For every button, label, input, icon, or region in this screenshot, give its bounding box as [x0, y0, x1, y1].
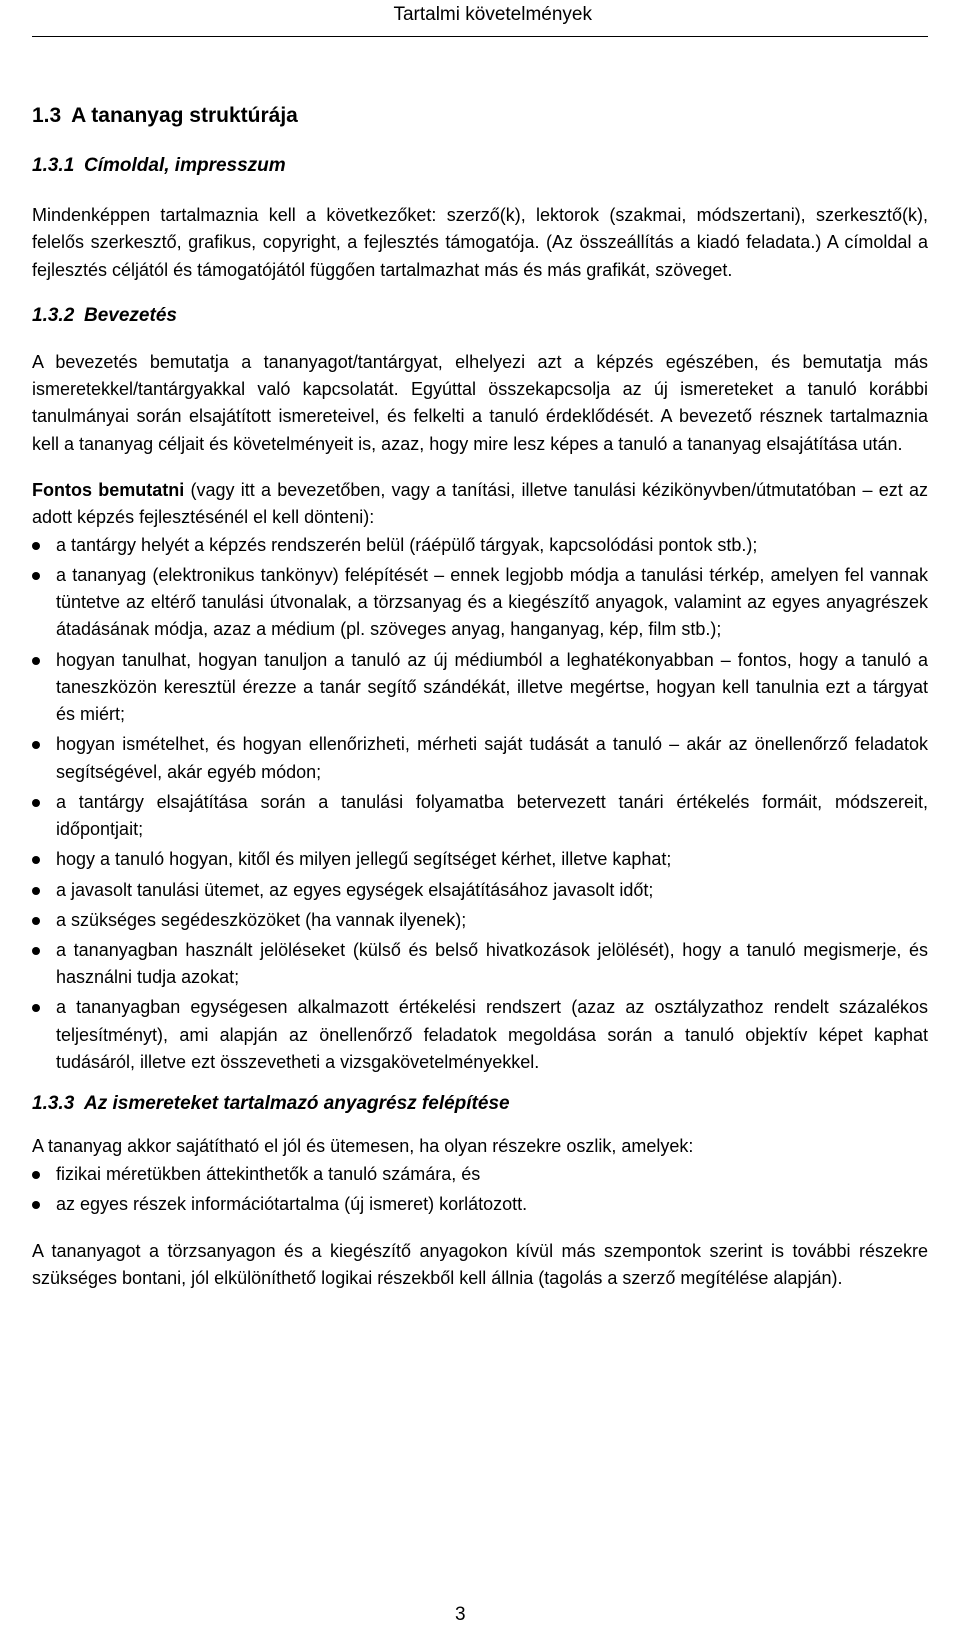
- bevezetes-paragraph: A bevezetés bemutatja a tananyagot/tantárgyat, elhelyezi azt a képzés egészében, és bemutatja más ismeretekkel/tantárgyakkal való kapcsolatát. Egyúttal összekapcsolja az új ismereteket a tanuló korábbi tanulmányai során elsajátított ismereteivel, és felkelti a tanuló érdeklődését. A bevezető résznek tartalmaznia kell a tananyag céljait és követelményeit is, azaz, hogy mire lesz képes a tanuló a tananyag elsajátítása után.: [32, 351, 928, 454]
- list-item: [32, 532, 928, 559]
- list-item-text: a tantárgy helyét a képzés rendszerén belül (ráépülő tárgyak, kapcsolódási pontok stb.);: [56, 534, 758, 555]
- section-number: 1.3.3: [32, 1093, 75, 1115]
- section-number: 1.3: [32, 104, 62, 127]
- section-heading-1-3-3: [32, 1090, 928, 1118]
- anyagresz-bullet-list: [32, 1161, 928, 1218]
- section-heading-1-3-2: [32, 302, 928, 330]
- list-item: [32, 562, 928, 644]
- section-title: A tananyag struktúrája: [71, 104, 298, 127]
- running-header: Tartalmi követelmények: [393, 4, 592, 25]
- list-item-text: hogyan ismételhet, és hogyan ellenőrizheti, mérheti saját tudását a tanuló – akár az önellenőrző feladatok segítségével, akár egyéb módon;: [56, 734, 928, 782]
- list-item-text: a tantárgy elsajátítása során a tanulási folyamatba betervezett tanári értékelés formáit, módszereit, időpontjait;: [56, 791, 928, 840]
- section-title: Az ismereteket tartalmazó anyagrész felépítése: [84, 1093, 510, 1115]
- page-number: 3: [455, 1604, 466, 1625]
- section-heading-1-3-1: [32, 152, 928, 180]
- list-item-text: a szükséges segédeszközöket (ha vannak ilyenek);: [56, 909, 467, 930]
- page-content: [32, 72, 928, 1293]
- cimoldal-paragraph: Mindenképpen tartalmaznia kell a következőket: szerző(k), lektorok (szakmai, módszertani), szerkesztő(k), felelős szerkesztő, grafikus, copyright, a fejlesztés támogatója. (Az összeállítás a kiadó feladata.) A címoldal a fejlesztés céljától és támogatójától függően tartalmazhat más és más grafikát, szöveget.: [32, 205, 928, 280]
- list-item-text: hogyan tanulhat, hogyan tanuljon a tanuló az új médiumból a leghatékonyabban – fontos, hogy a tanuló a taneszközön keresztül érezze a tanár segítő szándékát, illetve megértse, hogyan kell tanulnia ezt a tárgyat és miért;: [56, 649, 928, 725]
- list-item: [32, 731, 928, 786]
- list-item: [32, 994, 928, 1076]
- header-rule: [32, 36, 928, 37]
- list-item-text: a javasolt tanulási ütemet, az egyes egységek elsajátításához javasolt időt;: [56, 879, 654, 900]
- important-rest: (vagy itt a bevezetőben, vagy a tanítási, illetve tanulási kézikönyvben/útmutatóban – ezt az adott képzés fejlesztésénél el kell dönteni):: [32, 480, 928, 528]
- list-item-text: fizikai méretükben áttekinthetők a tanuló számára, és: [56, 1163, 481, 1184]
- bullet-icon: [32, 1171, 40, 1179]
- section-title: Bevezetés: [84, 304, 177, 326]
- closing-paragraph: A tananyagot a törzsanyagon és a kiegészítő anyagokon kívül más szempontok szerint is további részekre szükséges bontani, jól elkülöníthető logikai részekből kell állnia (tagolás a szerző megítélése alapján).: [32, 1241, 928, 1289]
- section-title: Címoldal, impresszum: [84, 155, 286, 176]
- list-item-text: a tananyag (elektronikus tankönyv) felépítését – ennek legjobb módja a tanulási térkép, amelyen fel vannak tüntetve az eltérő tanulási útvonalak, a törzsanyag és a kiegészítő anyagok, valamint az egyes anyagrészek átadásának módja, azaz a médium (pl. szöveges anyag, hanganyag, kép, film stb.);: [56, 564, 928, 640]
- bullet-icon: [32, 572, 40, 580]
- bullet-icon: [32, 917, 40, 925]
- bullet-icon: [32, 887, 40, 895]
- list-item-text: a tananyagban egységesen alkalmazott értékelési rendszert (azaz az osztályzathoz rendelt százalékos teljesítményt), ami alapján az önellenőrző feladatok megoldása során a tanuló objektív képet kaphat tudásáról, illetve ezt összevetheti a vizsgakövetelményekkel.: [56, 997, 928, 1073]
- list-item: [32, 907, 928, 934]
- important-paragraph: [32, 477, 928, 532]
- list-item: [32, 789, 928, 844]
- anyagresz-paragraph: A tananyag akkor sajátítható el jól és ütemesen, ha olyan részekre oszlik, amelyek:: [32, 1136, 694, 1157]
- list-item-text: az egyes részek információtartalma (új ismeret) korlátozott.: [56, 1193, 528, 1214]
- section-number: 1.3.2: [32, 304, 75, 326]
- list-item: [32, 877, 928, 904]
- bullet-icon: [32, 1004, 40, 1012]
- list-item: [32, 1161, 928, 1188]
- bullet-icon: [32, 799, 40, 807]
- bullet-icon: [32, 741, 40, 749]
- bevezetes-bullet-list: [32, 532, 928, 1077]
- bullet-icon: [32, 657, 40, 665]
- bullet-icon: [32, 856, 40, 864]
- list-item: [32, 647, 928, 729]
- list-item-text: a tananyagban használt jelöléseket (külső és belső hivatkozások jelölését), hogy a tanuló megismerje, és használni tudja azokat;: [56, 939, 928, 988]
- list-item-text: hogy a tanuló hogyan, kitől és milyen jellegű segítséget kérhet, illetve kaphat;: [56, 849, 672, 870]
- list-item: [32, 937, 928, 992]
- bullet-icon: [32, 1201, 40, 1209]
- list-item: [32, 1191, 928, 1218]
- bullet-icon: [32, 947, 40, 955]
- important-lead: Fontos bemutatni: [32, 480, 185, 501]
- bullet-icon: [32, 542, 40, 550]
- list-item: [32, 846, 928, 873]
- section-heading-1-3: [32, 98, 928, 134]
- section-number: 1.3.1: [32, 155, 75, 176]
